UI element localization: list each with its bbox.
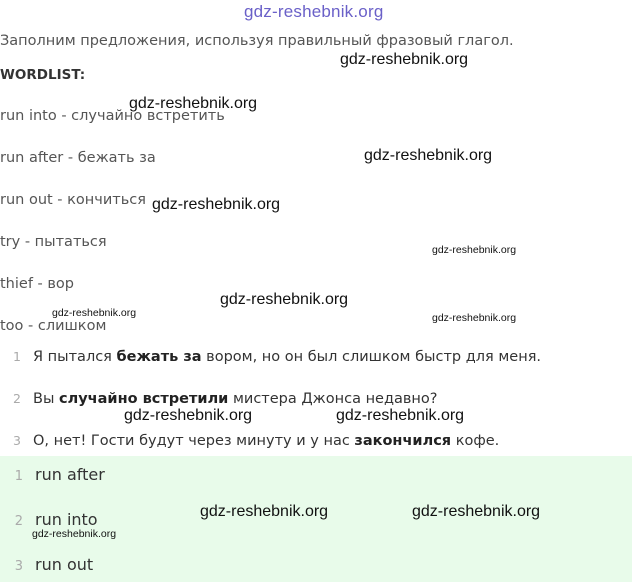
watermark: gdz-reshebnik.org [152, 196, 281, 213]
watermark: gdz-reshebnik.org [432, 244, 517, 256]
watermark-top: gdz-reshebnik.org [244, 2, 384, 21]
sentence-2 [0, 391, 437, 407]
answer-text: run into [35, 510, 98, 529]
watermark: gdz-reshebnik.org [432, 312, 517, 324]
answer-number: 3 [14, 559, 23, 574]
sentence-text-after: мистера Джонса недавно? [228, 391, 438, 407]
answer-1 [0, 465, 105, 484]
watermark: gdz-reshebnik.org [32, 528, 117, 540]
answer-2 [0, 510, 98, 529]
wordlist-heading: WORDLIST: [0, 67, 86, 83]
sentence-text-before: О, нет! Гости будут через минуту и у нас [33, 433, 355, 449]
wordlist-item: run after - бежать за [0, 150, 156, 166]
answer-number: 2 [14, 514, 23, 529]
sentence-highlight: бежать за [116, 349, 202, 365]
sentence-text-before: Вы [33, 391, 60, 407]
sentence-highlight: закончился [354, 433, 452, 449]
watermark: gdz-reshebnik.org [412, 503, 541, 520]
answer-text: run after [35, 465, 105, 484]
watermark: gdz-reshebnik.org [220, 291, 349, 308]
watermark: gdz-reshebnik.org [340, 51, 469, 68]
wordlist-item: run into - случайно встретить [0, 108, 225, 124]
watermark: gdz-reshebnik.org [52, 307, 137, 319]
wordlist-item: run out - кончиться [0, 192, 146, 208]
answer-text: run out [35, 555, 94, 574]
watermark: gdz-reshebnik.org [336, 407, 465, 424]
sentence-number: 1 [13, 349, 21, 364]
watermark: gdz-reshebnik.org [124, 407, 253, 424]
sentence-text-after: кофе. [451, 433, 500, 449]
sentence-text-before: Я пытался [33, 349, 117, 365]
answer-number: 1 [14, 469, 23, 484]
wordlist-item: too - слишком [0, 318, 107, 334]
sentence-number: 3 [13, 433, 21, 448]
watermark: gdz-reshebnik.org [129, 95, 258, 112]
wordlist-item: try - пытаться [0, 234, 107, 250]
sentence-text-after: вором, но он был слишком быстр для меня. [201, 349, 542, 365]
sentence-number: 2 [13, 391, 21, 406]
sentence-3 [0, 433, 499, 449]
intro-text: Заполним предложения, используя правильный фразовый глагол. [0, 33, 514, 49]
watermark: gdz-reshebnik.org [364, 147, 493, 164]
sentence-1 [0, 349, 541, 365]
watermark: gdz-reshebnik.org [200, 503, 329, 520]
sentence-highlight: случайно встретили [59, 391, 229, 407]
answer-3 [0, 555, 93, 574]
wordlist-item: thief - вор [0, 276, 75, 292]
